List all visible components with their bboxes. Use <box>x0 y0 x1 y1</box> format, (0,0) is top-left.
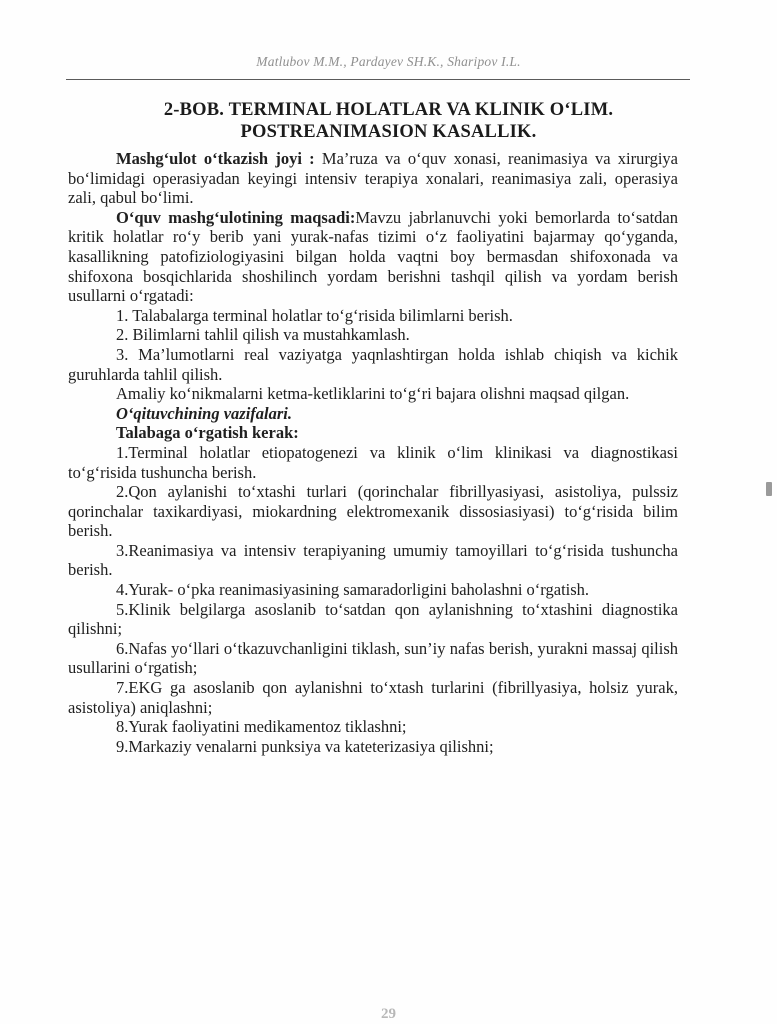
task-item: 2.Qon aylanishi to‘xtashi turlari (qorinchalar fibrillyasiyasi, asistoliya, pulssiz qorinchalar taxikardiyasi, miokardning elektromexanik dissosiasiyasi) to‘g‘risida bilim berish. <box>68 482 678 541</box>
task-item: 7.EKG ga asoslanib qon aylanishni to‘xtash turlarini (fibrillyasiya, holsiz yurak, asistoliya) aniqlashni; <box>68 678 678 717</box>
page-number: 29 <box>381 1006 396 1022</box>
teacher-tasks-heading: O‘qituvchining vazifalari. <box>116 403 293 423</box>
task-item: 9.Markaziy venalarni punksiya va kateterizasiya qilishni; <box>116 736 494 756</box>
running-header: Matlubov M.M., Pardayev SH.K., Sharipov I.L. <box>256 54 521 69</box>
task-item: 3.Reanimasiya va intensiv terapiyaning umumiy tamoyillari to‘g‘risida tushuncha berish. <box>68 540 678 580</box>
teacher-tasks-subheading: Talabaga o‘rgatish kerak: <box>116 423 299 443</box>
goal-label: O‘quv mashg‘ulotining maqsadi: <box>116 207 356 227</box>
task-item: 5.Klinik belgilarga asoslanib to‘satdan qon aylanishning to‘xtashini diagnostika qilishni; <box>68 599 678 639</box>
goal-list-item: 3. Ma’lumotlarni real vaziyatga yaqnlashtirgan holda ishlab chiqish va kichik guruhlarda tahlil qilish. <box>68 344 678 384</box>
page-edge-mark <box>766 482 772 496</box>
venue-paragraph <box>68 149 678 208</box>
chapter-title-line-2: POSTREANIMASION KASALLIK. <box>240 122 537 142</box>
chapter-title-line-1: 2-BOB. TERMINAL HOLATLAR VA KLINIK O‘LIM. <box>163 100 614 120</box>
chapter-title <box>50 99 727 143</box>
goal-list-item: 2. Bilimlarni tahlil qilish va mustahkamlash. <box>116 325 410 345</box>
header-rule <box>66 79 690 80</box>
task-item: 8.Yurak faoliyatini medikamentoz tiklashni; <box>116 717 407 737</box>
goal-paragraph <box>68 208 678 306</box>
task-item: 1.Terminal holatlar etiopatogenezi va klinik o‘lim klinikasi va diagnostikasi to‘g‘risida tushuncha berish. <box>68 442 678 482</box>
goal-text: Mavzu jabrlanuvchi yoki bemorlarda to‘satdan kritik holatlar ro‘y berib yani yurak-nafas tizimi o‘z faoliyatini bajarmay qo‘yganda, kasallikning patofiziologiyasini bilgan holda vaqtni boy bermasdan shifoxonada va shifoxona bosqichlarida shoshilinch yordam berishni tashqil qilish va yordam berish usullarni o‘rgatadi: <box>68 207 678 306</box>
venue-label: Mashg‘ulot o‘tkazish joyi : <box>116 149 315 168</box>
task-item: 4.Yurak- o‘pka reanimasiyasining samaradorligini baholashni o‘rgatish. <box>116 580 590 600</box>
page-body <box>68 149 678 756</box>
task-item: 6.Nafas yo‘llari o‘tkazuvchanligini tiklash, sun’iy nafas berish, yurakni massaj qilish usullarini o‘rgatish; <box>68 638 678 678</box>
goal-list-item: 1. Talabalarga terminal holatlar to‘g‘risida bilimlarni berish. <box>116 305 513 325</box>
closing-paragraph: Amaliy ko‘nikmalarni ketma-ketliklarini to‘g‘ri bajara olishni maqsad qilgan. <box>116 384 630 404</box>
venue-text: Ma’ruza va o‘quv xonasi, reanimasiya va xirurgiya bo‘limidagi operasiyadan keyingi intensiv terapiya xonalari, reanimasiya zali, operasiya zali, qabul bo‘limi. <box>68 149 678 208</box>
